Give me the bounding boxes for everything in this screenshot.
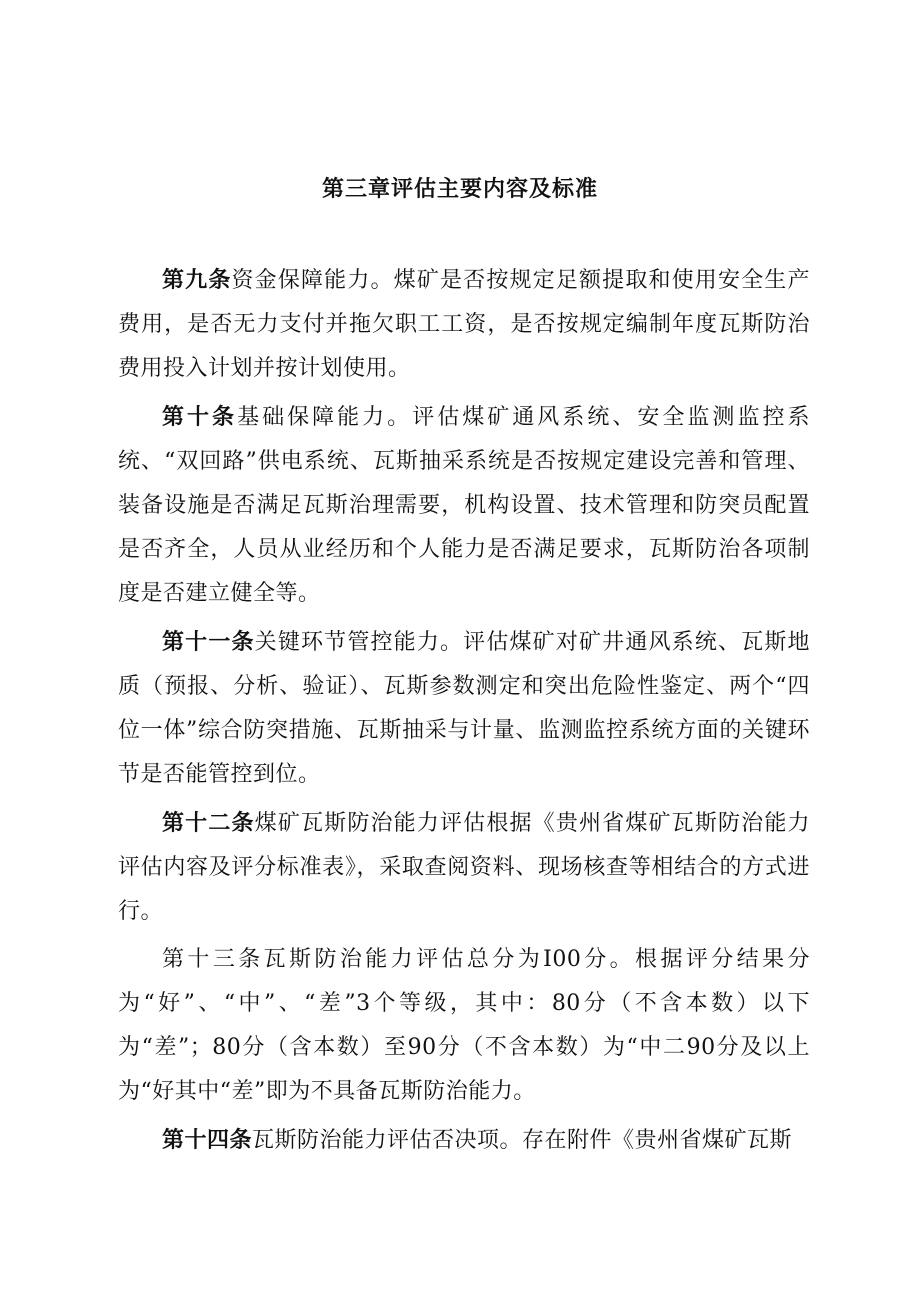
article-11 <box>118 620 810 797</box>
article-text: 第十三条瓦斯防治能力评估总分为I00分。根据评分结果分为“好”、“中”、“差”3个等级，其中：80分（不含本数）以下为“差”；80分（含本数）至90分（不含本数）为“中二90分及以上为“好其中“差”即为不具备瓦斯防治能力。 <box>118 947 810 1104</box>
article-text: 瓦斯防治能力评估否决项。存在附件《贵州省煤矿瓦斯 <box>252 1128 793 1153</box>
article-number: 第十二条 <box>162 810 255 836</box>
article-13 <box>118 938 810 1114</box>
article-text: 资金保障能力。煤矿是否按规定足额提取和使用安全生产费用，是否无力支付并拖欠职工工资，是否按规定编制年度瓦斯防治费用投入计划并按计划使用。 <box>118 268 810 381</box>
chapter-title: 第三章评估主要内容及标准 <box>321 176 598 202</box>
article-text: 煤矿瓦斯防治能力评估根据《贵州省煤矿瓦斯防治能力评估内容及评分标准表》，采取查阅资料、现场核查等相结合的方式进行。 <box>118 811 810 924</box>
article-14 <box>118 1118 810 1163</box>
article-text: 基础保障能力。评估煤矿通风系统、安全监测监控系统、“双回路”供电系统、瓦斯抽采系统是否按规定建设完善和管理、装备设施是否满足瓦斯治理需要，机构设置、技术管理和防突员配置是否齐全，人员从业经历和个人能力是否满足要求，瓦斯防治各项制度是否建立健全等。 <box>118 405 810 606</box>
article-number: 第十四条 <box>162 1127 253 1153</box>
article-number: 第九条 <box>162 267 232 293</box>
article-10 <box>118 395 810 616</box>
article-number: 第十条 <box>162 404 238 430</box>
document-body <box>118 258 810 1167</box>
article-9 <box>118 258 810 391</box>
article-number: 第十一条 <box>162 629 255 655</box>
article-12 <box>118 801 810 934</box>
article-text: 关键环节管控能力。评估煤矿对矿井通风系统、瓦斯地质（预报、分析、验证）、瓦斯参数测定和突出危险性鉴定、两个“四位一体”综合防突措施、瓦斯抽采与计量、监测监控系统方面的关键环节是否能管控到位。 <box>118 630 810 787</box>
